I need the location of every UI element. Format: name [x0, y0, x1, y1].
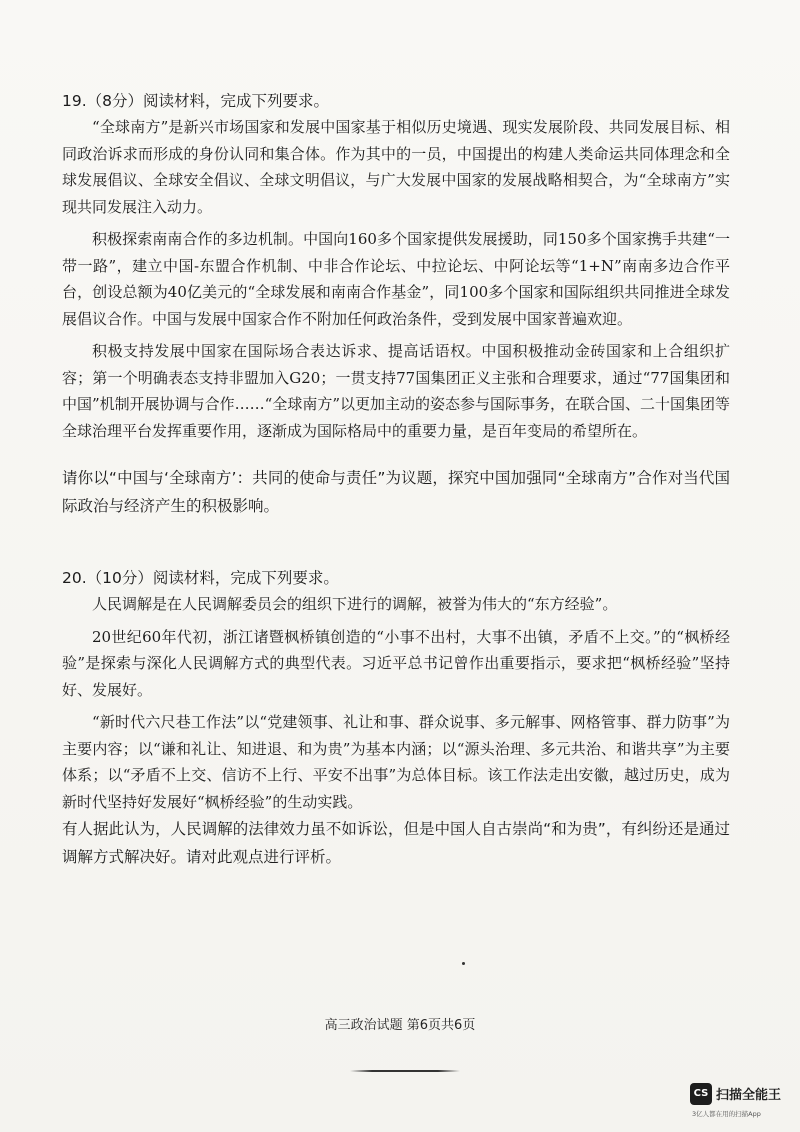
question-19-paragraph: “全球南方”是新兴市场国家和发展中国家基于相似历史境遇、现实发展阶段、共同发展目标、相同政治诉求而形成的身份认同和集合体。作为其中的一员，中国提出的构建人类命运共同体理念和全球发展倡议、全球安全倡议、全球文明倡议，与广大发展中国家的发展战略相契合，为“全球南方”实现共同发展注入动力。: [62, 118, 730, 216]
question-19-heading: 19.（8分）阅读材料，完成下列要求。: [62, 92, 330, 110]
question-20: [62, 565, 730, 871]
question-20-prompt: 有人据此认为，人民调解的法律效力虽不如诉讼，但是中国人自古崇尚“和为贵”，有纠纷还是通过调解方式解决好。请对此观点进行评析。: [62, 820, 730, 866]
question-19-paragraph: 积极支持发展中国家在国际场合表达诉求、提高话语权。中国积极推动金砖国家和上合组织扩容；第一个明确表态支持非盟加入G20；一贯支持77国集团正义主张和合理要求，通过“77国集团和中国”机制开展协调与合作……“全球南方”以更加主动的姿态参与国际事务，在联合国、二十国集团等全球治理平台发挥重要作用，逐渐成为国际格局中的重要力量，是百年变局的希望所在。: [62, 342, 731, 440]
question-19-prompt: 请你以“中国与‘全球南方’：共同的使命与责任”为议题，探究中国加强同“全球南方”合作对当代国际政治与经济产生的积极影响。: [62, 469, 730, 515]
question-20-heading: 20.（10分）阅读材料，完成下列要求。: [62, 569, 339, 587]
watermark-tagline: 3亿人都在用的扫描App: [692, 1110, 761, 1118]
watermark-app-name: 扫描全能王: [716, 1088, 782, 1103]
question-20-paragraph: 20世纪60年代初，浙江诸暨枫桥镇创造的“小事不出村，大事不出镇，矛盾不上交。”的“枫桥经验”是探索与深化人民调解方式的典型代表。习近平总书记曾作出重要指示，要求把“枫桥经验”坚持好、发展好。: [62, 627, 730, 699]
page-footer: 高三政治试题 第6页共6页: [324, 1018, 476, 1033]
camscanner-logo-icon: CS: [690, 1083, 712, 1105]
bottom-divider: [350, 1070, 460, 1072]
scanner-watermark: [690, 1082, 800, 1122]
question-19-paragraph: 积极探索南南合作的多边机制。中国向160多个国家提供发展援助，同150多个国家携手共建“一带一路”，建立中国-东盟合作机制、中非合作论坛、中拉论坛、中阿论坛等“1+N”南南多边合作平台，创设总额为40亿美元的“全球发展和南南合作基金”，同100多个国家和国际组织共同推进全球发展倡议合作。中国与发展中国家合作不附加任何政治条件，受到发展中国家普遍欢迎。: [62, 230, 730, 328]
question-20-paragraph: 人民调解是在人民调解委员会的组织下进行的调解，被誉为伟大的“东方经验”。: [92, 595, 618, 613]
question-20-paragraph: “新时代六尺巷工作法”以“党建领事、礼让和事、群众说事、多元解事、网格管事、群力防事”为主要内容；以“谦和礼让、知进退、和为贵”为基本内涵；以“源头治理、多元共治、和谐共享”为主要体系；以“矛盾不上交、信访不上行、平安不出事”为总体目标。该工作法走出安徽，越过历史，成为新时代坚持好发展好“枫桥经验”的生动实践。: [62, 713, 730, 811]
question-19: [62, 88, 730, 520]
stray-mark: [462, 962, 465, 965]
